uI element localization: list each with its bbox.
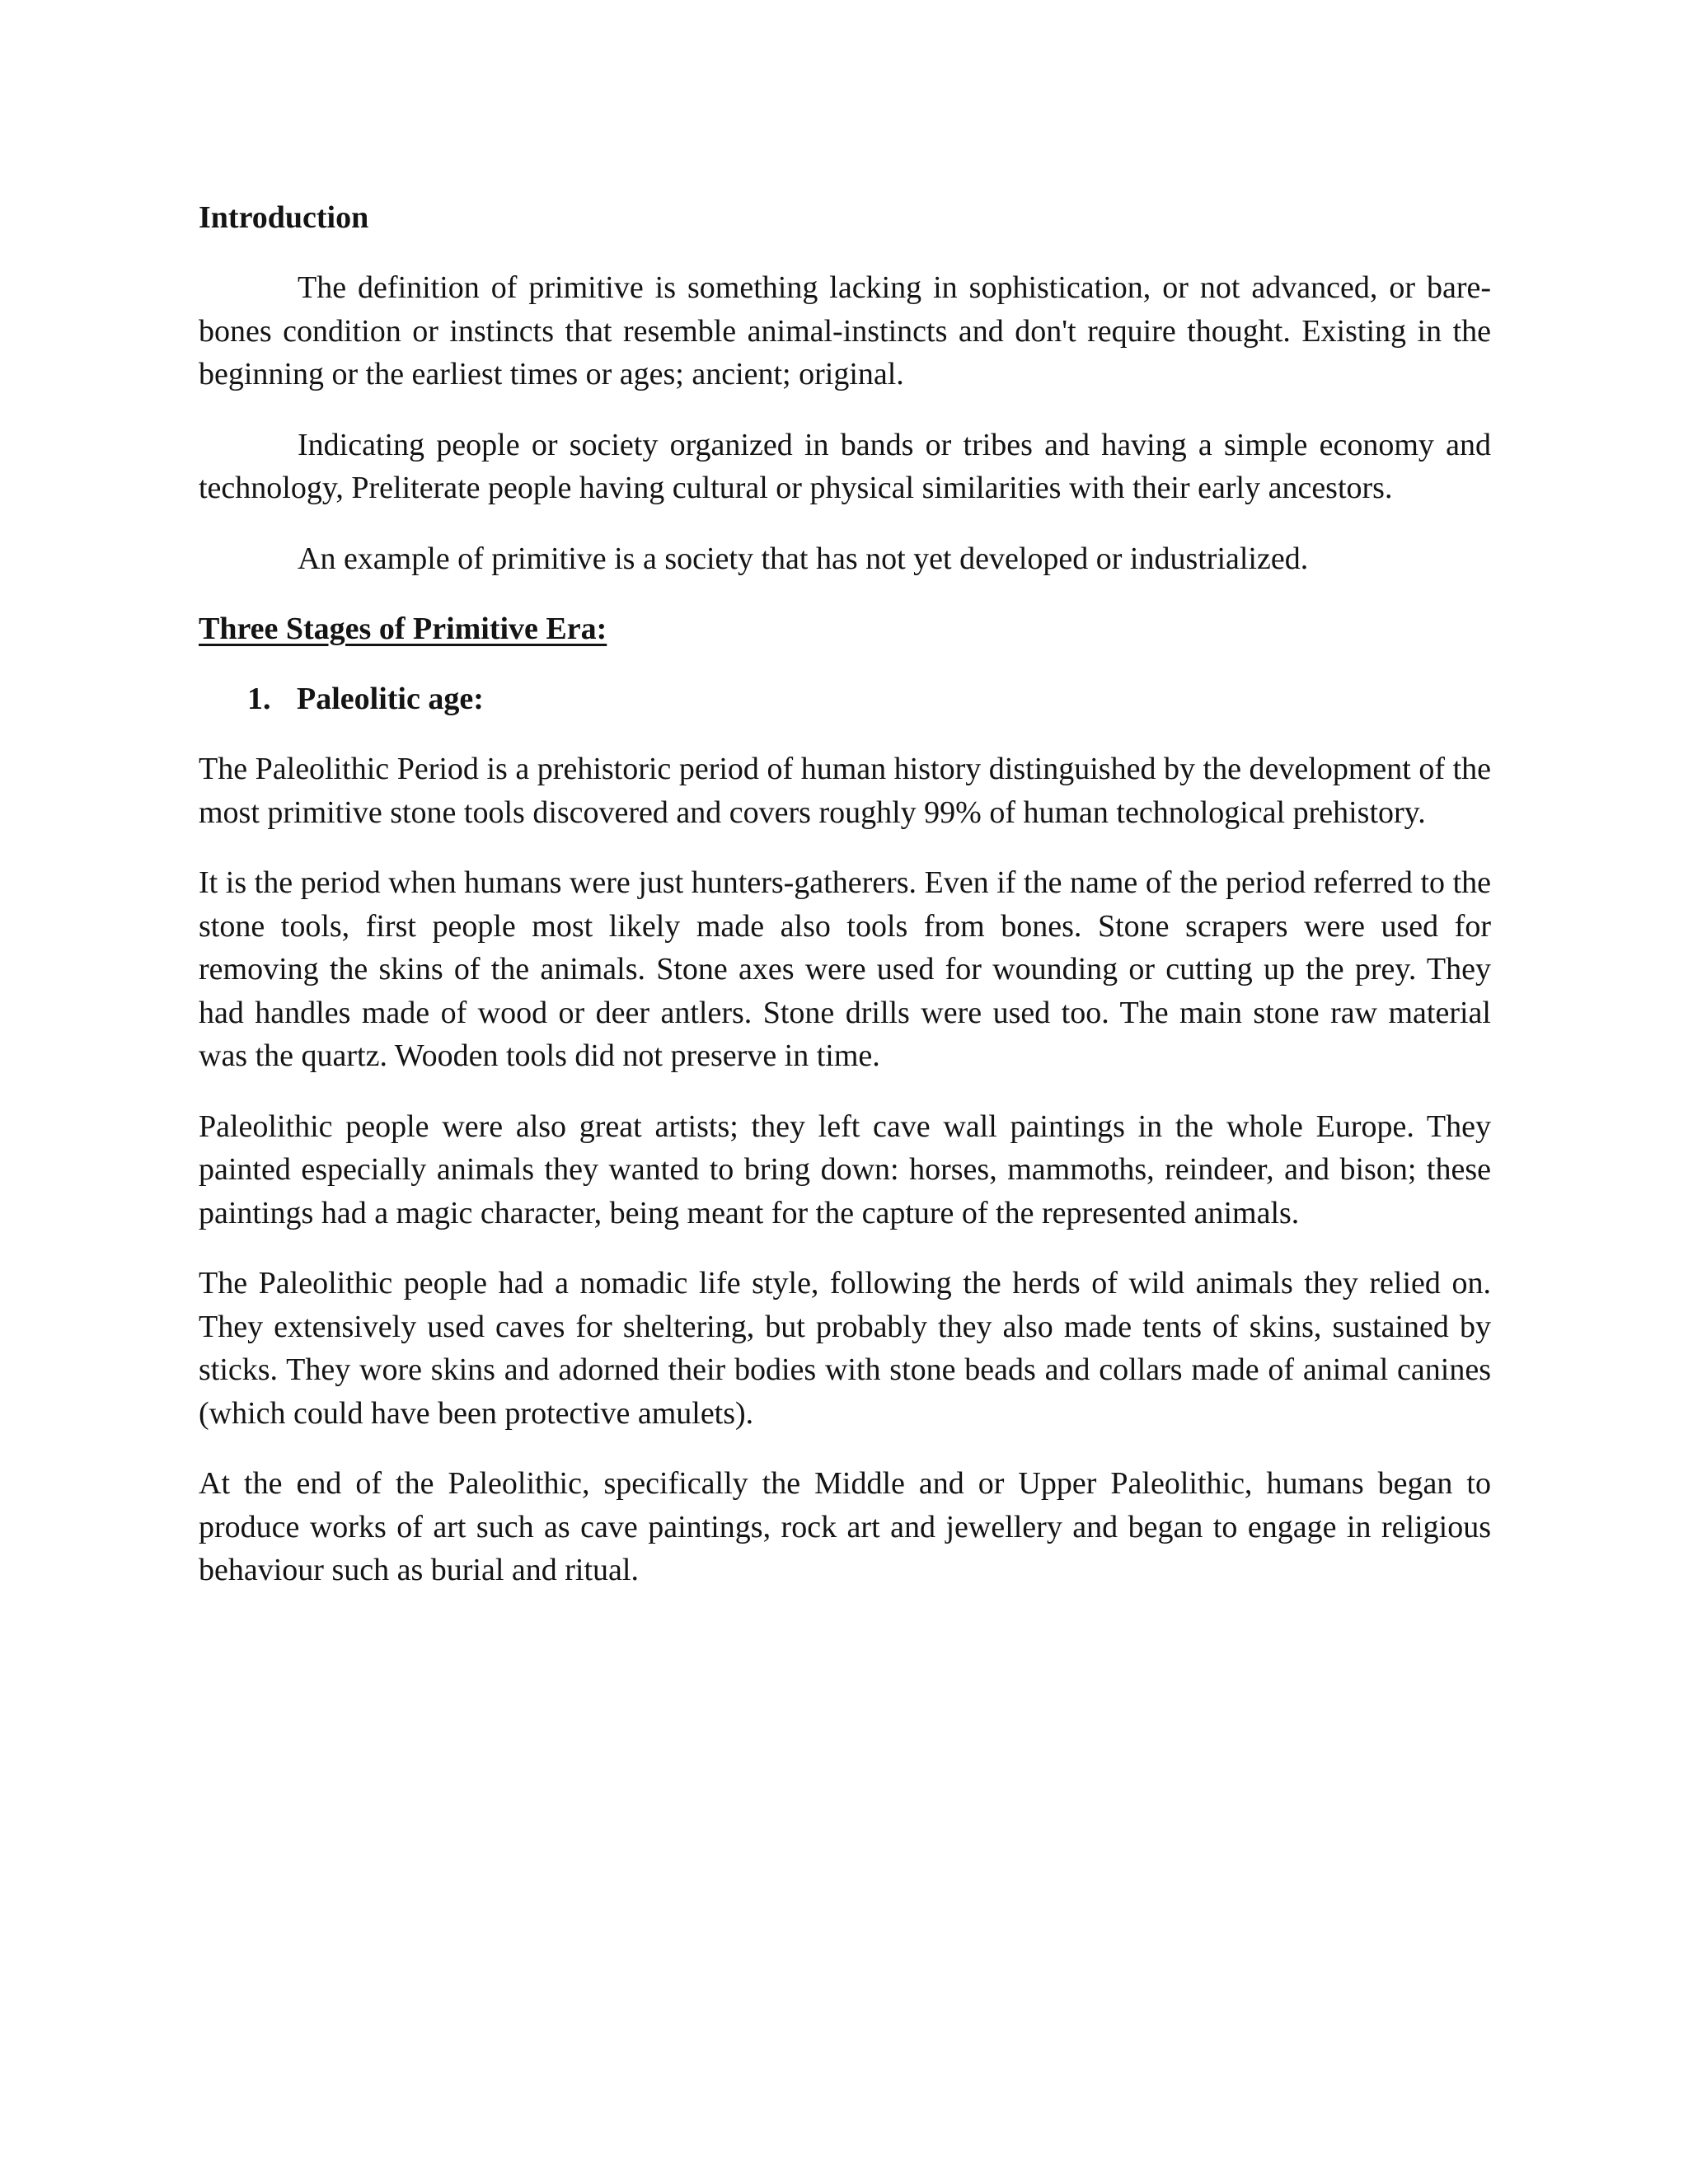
- list-item-paleolithic: [199, 677, 1491, 720]
- document-page: [199, 196, 1491, 1592]
- intro-paragraph-1: The definition of primitive is something lacking in sophistication, or not advanced, or bare-bones condition or instincts that resemble animal-instincts and don't require thought. Existing in the beginning or the earliest times or ages; ancient; original.: [199, 270, 1491, 391]
- paleolithic-paragraph-2: It is the period when humans were just hunters-gatherers. Even if the name of the period referred to the stone tools, first people most likely made also tools from bones. Stone scrapers were used for removing the skins of the animals. Stone axes were used for wounding or cutting up the prey. They had handles made of wood or deer antlers. Stone drills were used too. The main stone raw material was the quartz. Wooden tools did not preserve in time.: [199, 865, 1491, 1073]
- intro-paragraph-2: Indicating people or society organized in bands or tribes and having a simple economy and technology, Preliterate people having cultural or physical similarities with their early ancestors.: [199, 427, 1491, 505]
- list-item-label: Paleolitic age:: [297, 682, 484, 716]
- paleolithic-paragraph-3: Paleolithic people were also great artists; they left cave wall paintings in the whole Europe. They painted especially animals they wanted to bring down: horses, mammoths, reindeer, and bison; these paintings had a magic character, being meant for the capture of the represented animals.: [199, 1108, 1491, 1230]
- stages-heading: Three Stages of Primitive Era:: [199, 612, 607, 646]
- introduction-heading: Introduction: [199, 200, 369, 235]
- paleolithic-paragraph-5: At the end of the Paleolithic, specifically the Middle and or Upper Paleolithic, humans began to produce works of art such as cave paintings, rock art and jewellery and began to engage in religious behaviour such as burial and ritual.: [199, 1466, 1491, 1587]
- paleolithic-paragraph-4: The Paleolithic people had a nomadic life style, following the herds of wild animals they relied on. They extensively used caves for sheltering, but probably they also made tents of skins, sustained by sticks. They wore skins and adorned their bodies with stone beads and collars made of animal canines (which could have been protective amulets).: [199, 1266, 1491, 1431]
- list-item-number: 1.: [247, 682, 271, 716]
- intro-paragraph-3: An example of primitive is a society that has not yet developed or industrialized.: [298, 541, 1309, 576]
- paleolithic-paragraph-1: The Paleolithic Period is a prehistoric period of human history distinguished by the development of the most primitive stone tools discovered and covers roughly 99% of human technological prehistory.: [199, 752, 1491, 830]
